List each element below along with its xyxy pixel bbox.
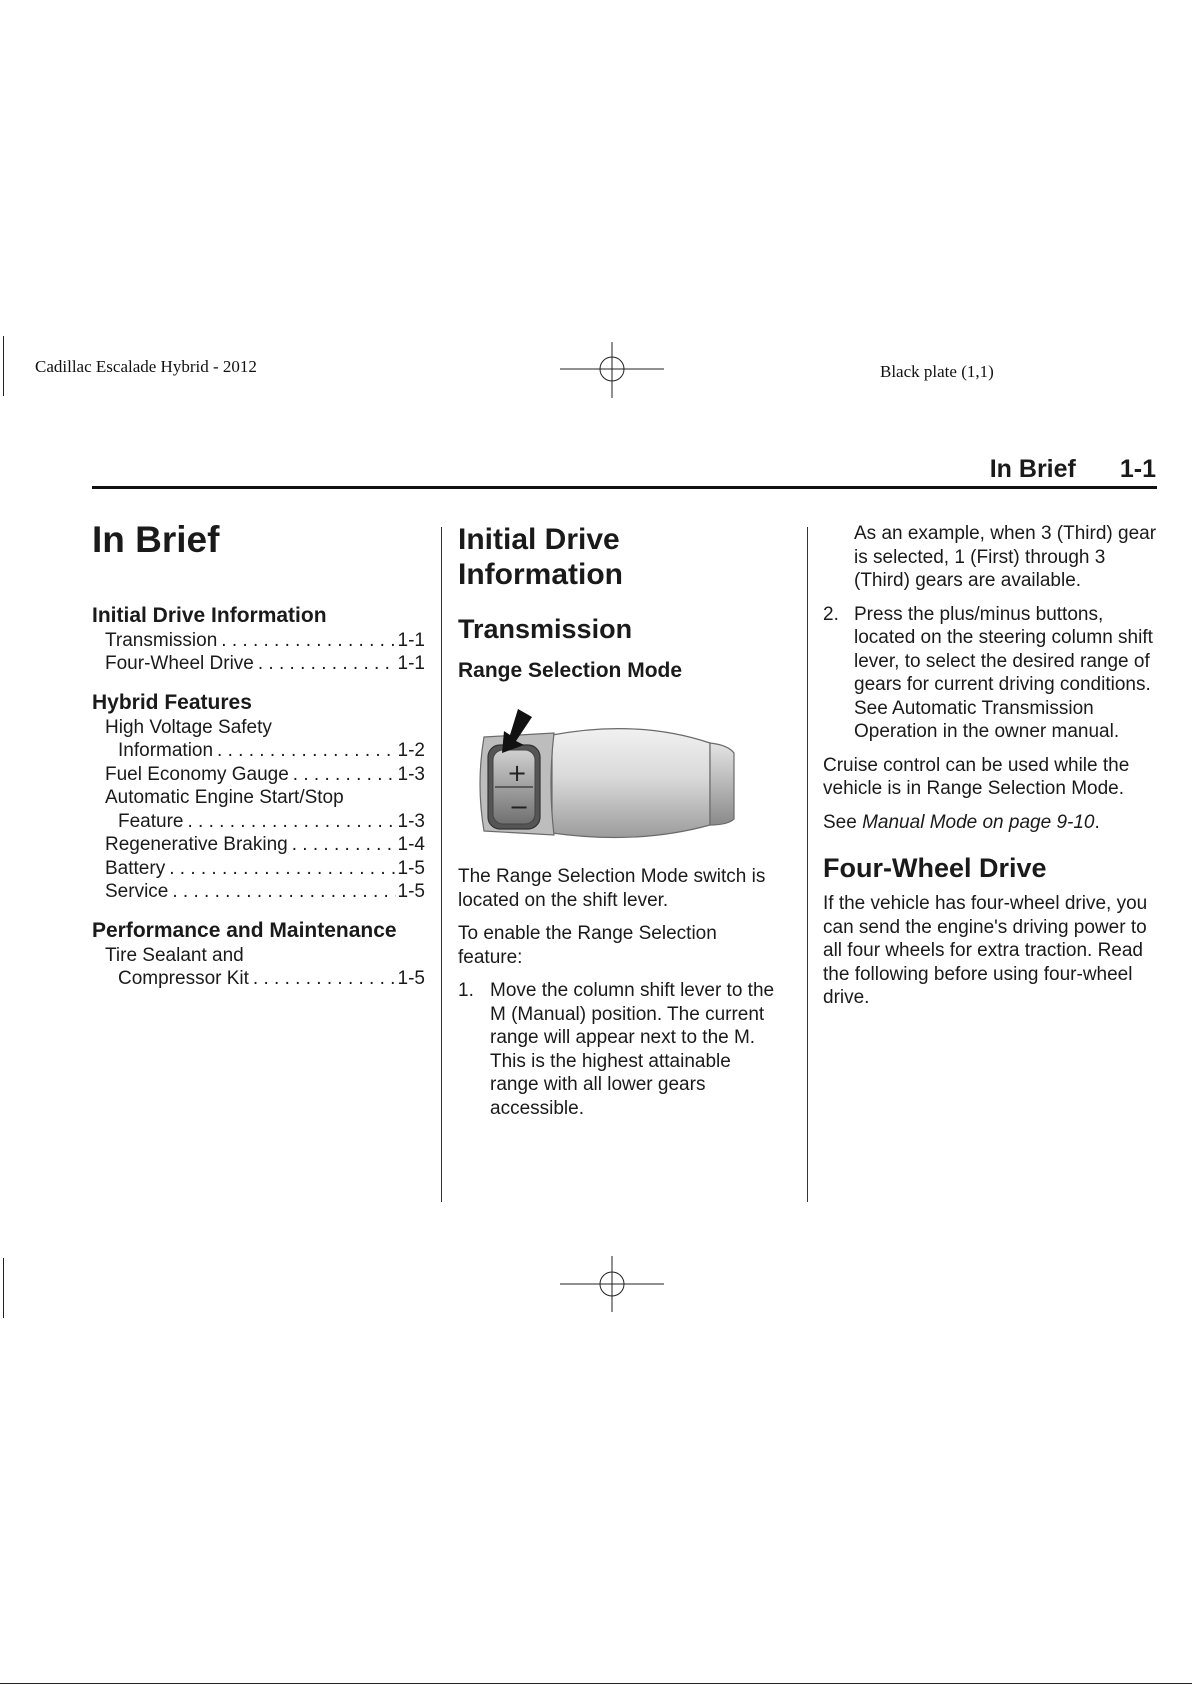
step-2 [823,603,1158,744]
minus-button-symbol: − [509,793,530,822]
toc-leader-dots [258,652,396,676]
toc-leader-dots [187,810,395,834]
plus-button-symbol: + [507,759,528,788]
toc-entry-page: 1-1 [397,629,425,651]
crop-mark-left-top [3,336,4,396]
header-rule [92,486,1157,489]
registration-mark-bottom [560,1256,664,1312]
cruise-control-paragraph: Cruise control can be used while the vehicle is in Range Selection Mode. [823,754,1130,799]
toc-entry-page: 1-2 [397,740,425,762]
toc-entry-label: Information [118,740,214,762]
see-prefix: See [823,811,863,833]
toc-heading: Performance and Maintenance [92,918,397,942]
toc-entry-label: Transmission [105,629,218,651]
header-section: In Brief [989,455,1076,483]
section-heading-line1: Initial Drive [458,523,620,556]
toc-leader-dots [169,857,395,881]
section-heading-line2: Information [458,558,623,592]
toc-entry-fuel-economy-gauge[interactable] [92,763,425,787]
see-suffix: . [1094,811,1100,833]
toc-entry-label: Service [105,881,169,903]
four-wheel-drive-paragraph: If the vehicle has four-wheel drive, you can send the engine's driving power to all four wheels for extra traction. Read the following before using four-wheel drive. [823,893,1148,1009]
toc-entry-page: 1-3 [397,810,425,832]
subsection-heading: Transmission [458,613,633,644]
toc-entry-line2 [92,810,425,834]
left-column [92,520,425,991]
toc-entry-label: Regenerative Braking [105,834,288,856]
toc-leader-dots [217,739,395,763]
toc-leader-dots [253,967,396,991]
toc-entry-regenerative-braking[interactable] [92,833,425,857]
toc-heading: Initial Drive Information [92,603,327,627]
toc-entry-label-line1: High Voltage Safety [105,716,272,738]
toc-entry-service[interactable] [92,880,425,904]
toc-entry-line2 [92,967,425,991]
manual-mode-link[interactable]: Manual Mode on page 9-10 [862,811,1095,833]
toc-heading: Hybrid Features [92,690,252,714]
toc-entry-page: 1-5 [397,857,425,879]
enable-range-paragraph: To enable the Range Selection feature: [458,923,717,968]
toc-entry-page: 1-3 [397,763,425,785]
toc-leader-dots [293,763,396,787]
four-wheel-drive-heading: Four-Wheel Drive [823,853,1047,883]
toc-entry-transmission[interactable] [92,629,425,653]
right-column [823,522,1158,1020]
step-number: 1. [458,980,474,1002]
step-1-continued: As an example, when 3 (Third) gear is selected, 1 (First) through 3 (Third) gears are available. [854,523,1157,591]
toc-entry-high-voltage-safety[interactable] [92,716,425,763]
column-divider-1 [441,527,442,1202]
print-slug-right: Black plate (1,1) [880,362,994,381]
column-divider-2 [807,527,808,1202]
chapter-title: In Brief [92,519,220,560]
section-heading [458,522,776,593]
table-of-contents [92,603,425,991]
toc-leader-dots [172,880,395,904]
toc-leader-dots [221,629,395,653]
toc-entry-tire-sealant[interactable] [92,944,425,991]
toc-entry-auto-engine-start-stop[interactable] [92,786,425,833]
toc-entry-line2 [92,739,425,763]
subsubsection-heading: Range Selection Mode [458,659,683,683]
see-reference-paragraph [823,811,1158,835]
crop-mark-bottom [0,1683,1192,1684]
toc-section [92,690,425,904]
toc-entry-battery[interactable] [92,857,425,881]
toc-entry-label: Four-Wheel Drive [105,653,254,675]
toc-entry-label: Fuel Economy Gauge [105,763,289,785]
toc-section [92,918,425,991]
toc-entry-label: Compressor Kit [118,968,249,990]
toc-leader-dots [292,833,396,857]
step-text: Move the column shift lever to the M (Manual) position. The current range will appear next to the M. This is the highest attainable range with all lower gears accessible. [490,980,775,1119]
shift-lever-illustration [458,705,748,845]
running-header [990,455,1156,484]
step-1 [458,979,776,1120]
middle-column [458,522,776,1130]
toc-entry-page: 1-5 [397,881,425,903]
shift-lever-image [458,705,748,845]
toc-entry-label: Battery [105,857,166,879]
toc-section [92,603,425,676]
step-number: 2. [823,603,839,625]
range-switch-paragraph: The Range Selection Mode switch is located on the shift lever. [458,866,766,911]
crop-mark-left-bottom [3,1258,4,1318]
step-text: Press the plus/minus buttons, located on the steering column shift lever, to select the desired range of gears for current driving conditions. See Automatic Transmission Operation in the owner manual. [854,603,1153,742]
toc-entry-four-wheel-drive[interactable] [92,652,425,676]
toc-entry-label: Feature [118,810,184,832]
header-page-number: 1-1 [1119,455,1156,483]
print-slug-left: Cadillac Escalade Hybrid - 2012 [35,357,257,376]
toc-entry-page: 1-4 [397,834,425,856]
toc-entry-label-line1: Tire Sealant and [105,944,244,966]
toc-entry-label-line1: Automatic Engine Start/Stop [105,787,344,809]
registration-mark-top [560,342,664,398]
toc-entry-page: 1-1 [397,653,425,675]
middle-body [458,865,776,1120]
toc-entry-page: 1-5 [397,968,425,990]
